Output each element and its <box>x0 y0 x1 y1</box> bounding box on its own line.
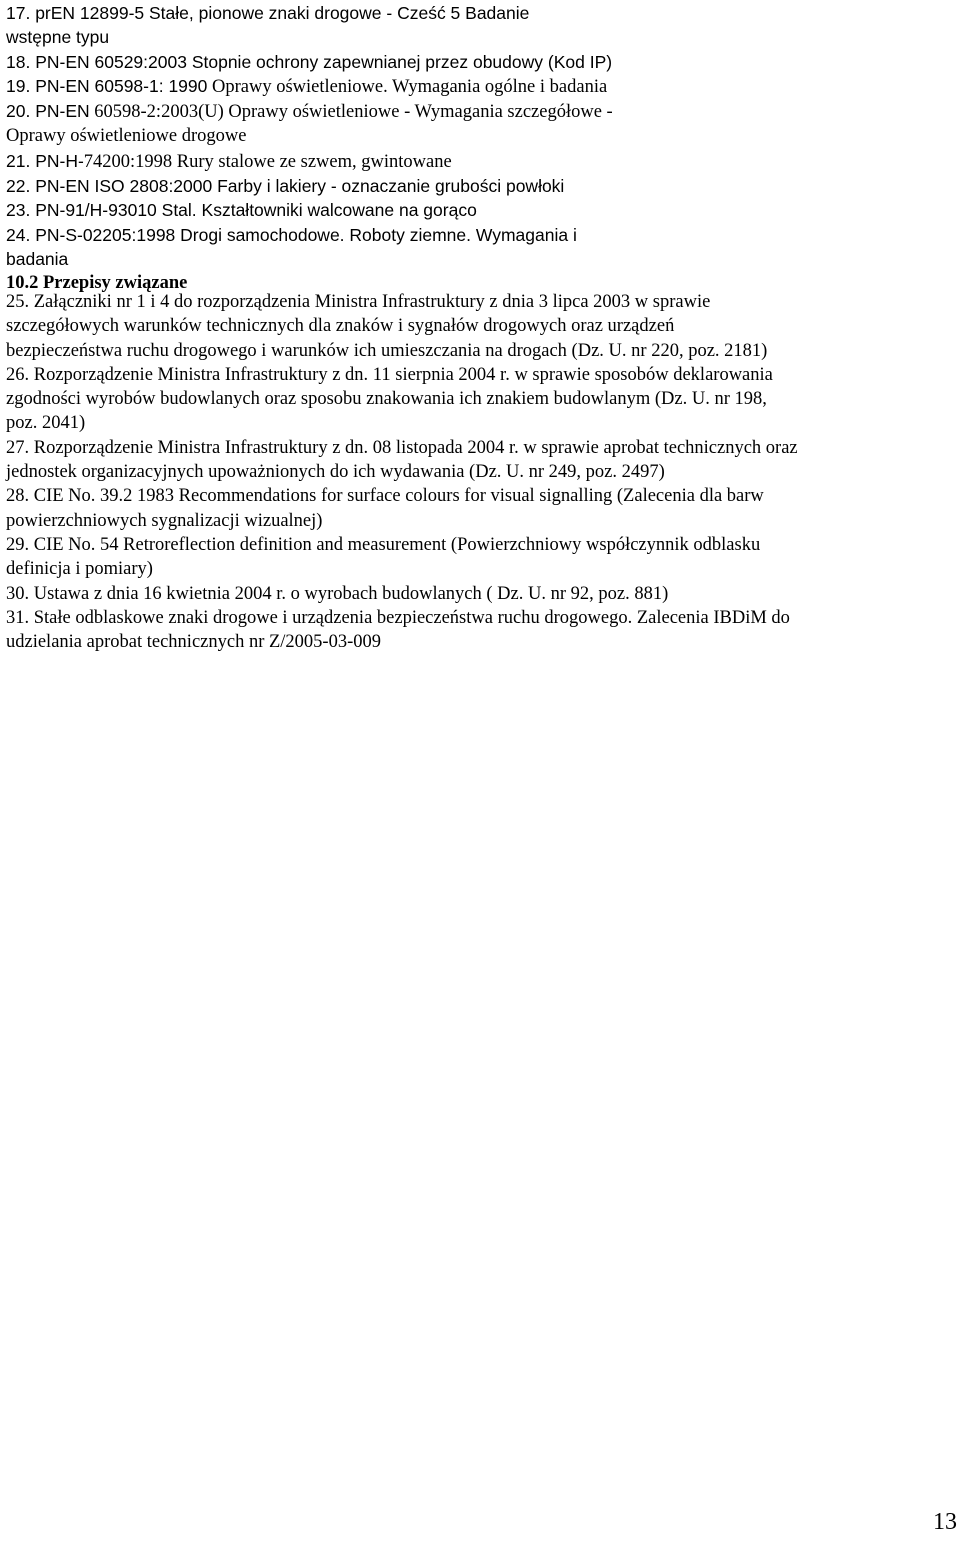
list-line: 30. Ustawa z dnia 16 kwietnia 2004 r. o wyrobach budowlanych ( Dz. U. nr 92, poz. 881) <box>6 583 669 604</box>
list-line: zgodności wyrobów budowlanych oraz sposobu znakowania ich znakiem budowlanym (Dz. U. nr 198, <box>6 389 767 410</box>
list-item-21-prefix: 21. PN-H- <box>6 150 84 171</box>
list-line: 27. Rozporządzenie Ministra Infrastruktury z dn. 08 listopada 2004 r. w sprawie aprobat technicznych oraz <box>6 437 798 458</box>
list-item-23 <box>6 198 746 222</box>
list-item-19 <box>6 74 746 99</box>
list-item-18: 18. PN-EN 60529:2003 Stopnie ochrony zapewnianej przez obudowy (Kod IP) <box>6 51 613 72</box>
list-line: 31. Stałe odblaskowe znaki drogowe i urządzenia bezpieczeństwa ruchu drogowego. Zalecenia IBDiM do <box>6 607 790 628</box>
list-line: 26. Rozporządzenie Ministra Infrastruktury z dn. 11 sierpnia 2004 r. w sprawie sposobów deklarowania <box>6 364 773 385</box>
list-line: definicja i pomiary) <box>6 559 153 580</box>
list-line: szczegółowych warunków technicznych dla znaków i sygnałów drogowych oraz urządzeń <box>6 316 675 337</box>
section-heading: 10.2 Przepisy związane <box>6 273 188 294</box>
list-item-17-cont: wstępne typu <box>6 27 110 48</box>
list-item-20-cont: Oprawy oświetleniowe drogowe <box>6 126 247 147</box>
list-line: 28. CIE No. 39.2 1983 Recommendations for surface colours for visual signalling (Zalecenia dla barw <box>6 486 764 507</box>
list-item-24-rest: Roboty ziemne. Wymagania i <box>344 224 577 245</box>
list-item-23-rest: Kształtowniki walcowane na gorąco <box>196 200 477 221</box>
list-line: 29. CIE No. 54 Retroreflection definition and measurement (Powierzchniowy współczynnik odblasku <box>6 534 761 555</box>
list-item-24-cont: badania <box>6 248 69 269</box>
list-line: poz. 2041) <box>6 413 86 434</box>
list-item-23-prefix: 23. PN-91/H-93010 Stal. <box>6 200 197 221</box>
list-item-24 <box>6 223 746 247</box>
list-item-17: 17. prEN 12899-5 Stałe, pionowe znaki drogowe - Cześć 5 Badanie <box>6 3 530 23</box>
standards-list <box>6 1 746 296</box>
list-line: udzielania aprobat technicznych nr Z/2005-03-009 <box>6 632 381 653</box>
list-line: bezpieczeństwa ruchu drogowego i warunków ich umieszczania na drogach (Dz. U. nr 220, poz. 2181) <box>6 340 768 361</box>
list-item-19-rest: Oprawy oświetleniowe. Wymagania ogólne i badania <box>207 76 608 97</box>
list-item-19-prefix: 19. PN-EN 60598-1: 1990 <box>6 75 208 96</box>
list-line: powierzchniowych sygnalizacji wizualnej) <box>6 510 323 531</box>
regulations-list <box>6 290 954 654</box>
list-line: 25. Załączniki nr 1 i 4 do rozporządzenia Ministra Infrastruktury z dnia 3 lipca 2003 w sprawie <box>6 292 711 312</box>
list-item-20-prefix: 20. PN-EN <box>6 101 90 122</box>
list-line: jednostek organizacyjnych upoważnionych do ich wydawania (Dz. U. nr 249, poz. 2497) <box>6 462 665 483</box>
page-number: 13 <box>933 1509 957 1535</box>
list-item-20 <box>6 99 746 124</box>
list-item-21-rest: 74200:1998 Rury stalowe ze szwem, gwintowane <box>83 151 452 172</box>
list-item-22: 22. PN-EN ISO 2808:2000 Farby i lakiery - oznaczanie grubości powłoki <box>6 176 565 197</box>
list-item-21 <box>6 149 746 174</box>
list-item-24-prefix: 24. PN-S-02205:1998 Drogi samochodowe. <box>6 224 345 245</box>
list-item-20-rest: 60598-2:2003(U) Oprawy oświetleniowe - Wymagania szczegółowe - <box>89 102 613 123</box>
